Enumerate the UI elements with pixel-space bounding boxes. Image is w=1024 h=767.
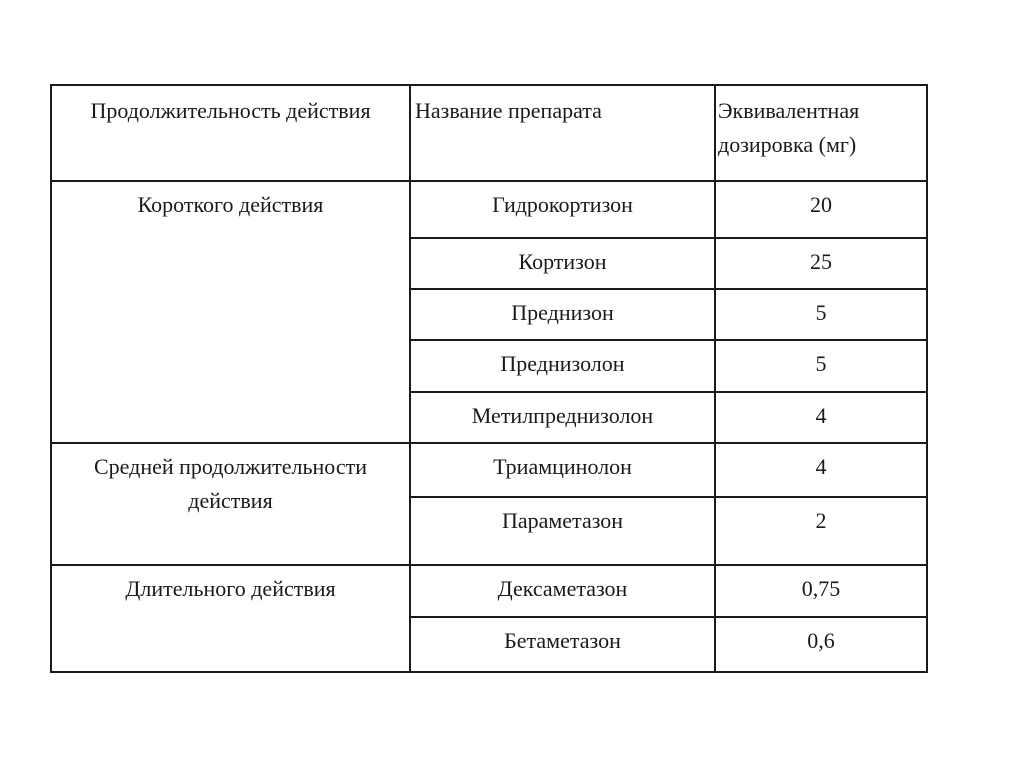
drug-name-cell: Преднизон xyxy=(410,289,715,340)
drug-name-cell: Преднизолон xyxy=(410,340,715,392)
drug-name-cell: Метилпреднизолон xyxy=(410,392,715,443)
table-row xyxy=(51,565,927,617)
dose-cell: 0,6 xyxy=(715,617,927,672)
header-equivalent-dose: Эквивалентная дозировка (мг) xyxy=(715,85,927,181)
dose-cell: 5 xyxy=(715,340,927,392)
table-row xyxy=(51,443,927,497)
dose-cell: 20 xyxy=(715,181,927,238)
table-row xyxy=(51,181,927,238)
header-row xyxy=(51,85,927,181)
duration-short: Короткого действия xyxy=(51,181,410,443)
dose-cell: 5 xyxy=(715,289,927,340)
dose-cell: 4 xyxy=(715,392,927,443)
dose-cell: 2 xyxy=(715,497,927,565)
drug-name-cell: Параметазон xyxy=(410,497,715,565)
dose-cell: 0,75 xyxy=(715,565,927,617)
dose-cell: 4 xyxy=(715,443,927,497)
drug-name-cell: Кортизон xyxy=(410,238,715,289)
header-drug-name: Название препарата xyxy=(410,85,715,181)
equivalent-dose-table xyxy=(50,84,928,673)
duration-intermediate: Средней продолжительности действия xyxy=(51,443,410,565)
drug-name-cell: Гидрокортизон xyxy=(410,181,715,238)
header-duration: Продолжительность действия xyxy=(51,85,410,181)
dose-cell: 25 xyxy=(715,238,927,289)
drug-name-cell: Триамцинолон xyxy=(410,443,715,497)
drug-name-cell: Дексаметазон xyxy=(410,565,715,617)
drug-name-cell: Бетаметазон xyxy=(410,617,715,672)
duration-long: Длительного действия xyxy=(51,565,410,672)
